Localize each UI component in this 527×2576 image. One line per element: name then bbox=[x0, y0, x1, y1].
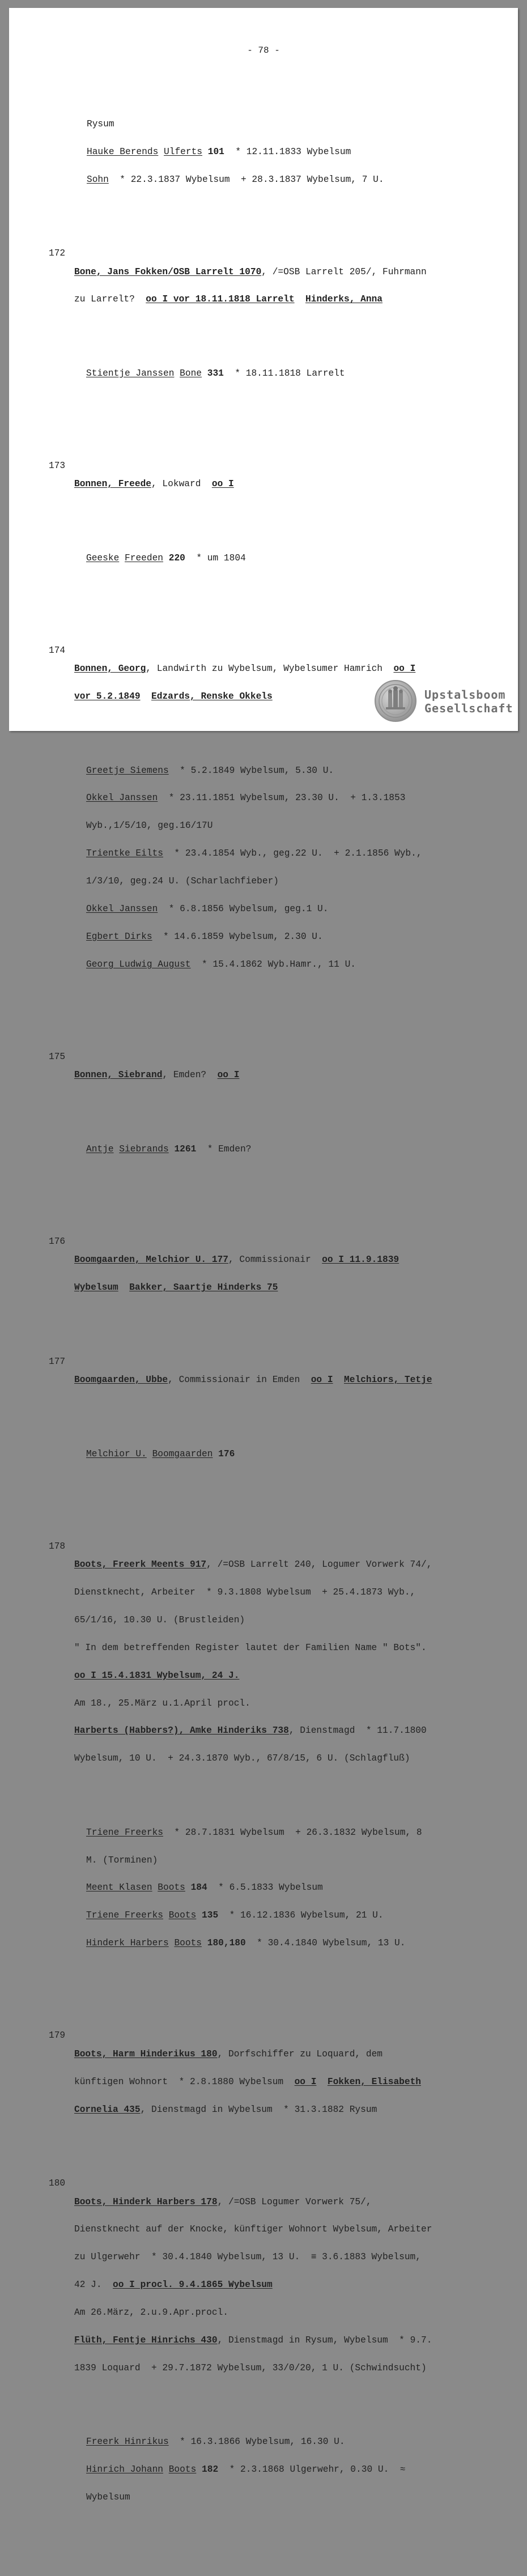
person-details: , /=OSB Larrelt 205/, Fuhrmann bbox=[261, 266, 427, 277]
text-line bbox=[74, 267, 496, 277]
text-line bbox=[74, 2280, 496, 2289]
child-details: * 28.7.1831 Wybelsum + 26.3.1832 Wybelsum, 8 bbox=[163, 1827, 422, 1838]
text-line bbox=[74, 2105, 496, 2114]
entry-number: 175 bbox=[49, 1051, 66, 1062]
child-line bbox=[86, 1449, 496, 1459]
child-name: Triene Freerks bbox=[86, 1827, 163, 1838]
child-ref: 180,180 bbox=[207, 1938, 246, 1949]
child-details: * Emden? bbox=[196, 1144, 252, 1154]
child-surname: Ulferts bbox=[164, 146, 203, 157]
child-name: Freerk Hinrikus bbox=[86, 2437, 169, 2447]
text-line bbox=[74, 1726, 496, 1735]
spouse-name: Harberts (Habbers?), Amke Hinderiks 738 bbox=[74, 1725, 289, 1736]
child-line bbox=[86, 904, 496, 913]
person-name: Boots, Freerk Meents 917 bbox=[74, 1559, 207, 1570]
spouse-name: Hinderks, Anna bbox=[305, 294, 383, 305]
child-details: * 15.4.1862 Wyb.Hamr., 11 U. bbox=[190, 959, 356, 970]
page-number: - 78 - bbox=[247, 45, 280, 56]
marriage-info: oo I 11.9.1839 bbox=[322, 1255, 400, 1265]
text-line bbox=[74, 664, 496, 673]
child-line bbox=[86, 766, 496, 775]
society-logo bbox=[375, 680, 516, 725]
child-line bbox=[86, 793, 496, 802]
document-page bbox=[9, 8, 518, 2503]
child-details: 1/3/10, geg.24 U. (Scharlachfieber) bbox=[86, 876, 279, 887]
child-details: * 6.5.1833 Wybelsum bbox=[207, 1882, 323, 1893]
entry-179 bbox=[49, 2031, 496, 2132]
child-name: Melchior U. bbox=[86, 1448, 147, 1459]
child-line bbox=[86, 932, 496, 941]
child-ref: 220 bbox=[168, 552, 185, 563]
spouse-name: Fokken, Elisabeth bbox=[327, 2076, 422, 2087]
child-line bbox=[86, 877, 496, 886]
person-details: , Dorfschiffer zu Loquard, dem bbox=[217, 2048, 383, 2059]
child-name: Antje bbox=[86, 1144, 114, 1154]
person-details: künftigen Wohnort * 2.8.1880 Wybelsum bbox=[74, 2076, 295, 2087]
child-surname: Boomgaarden bbox=[152, 1448, 213, 1459]
person-name: Boots, Hinderk Harbers 178 bbox=[74, 2196, 218, 2207]
place: Rysum bbox=[87, 118, 114, 129]
person-name: Boots, Harm Hinderikus 180 bbox=[74, 2048, 218, 2059]
child-details: * 23.11.1851 Wybelsum, 23.30 U. + 1.3.1853 bbox=[158, 793, 406, 804]
children-list bbox=[74, 1809, 496, 1966]
child-surname: Boots bbox=[168, 1910, 197, 1921]
continuation-block bbox=[49, 101, 496, 202]
child-name: Greetje Siemens bbox=[86, 765, 169, 776]
person-details: , Commissionair in Emden bbox=[168, 1375, 311, 1385]
entry-body bbox=[74, 461, 496, 600]
entry-178 bbox=[49, 1542, 496, 1985]
person-name: Boomgaarden, Ubbe bbox=[74, 1375, 168, 1385]
person-details: , Emden? bbox=[162, 1070, 218, 1081]
entry-body bbox=[74, 2179, 496, 2539]
logo-line: Upstalsboom bbox=[424, 688, 506, 702]
text-line bbox=[74, 1070, 496, 1079]
text-line: Dienstknecht, Arbeiter * 9.3.1808 Wybelsum + 25.4.1873 Wyb., bbox=[74, 1587, 416, 1597]
entry-number: 176 bbox=[49, 1236, 66, 1247]
person-details: , /=OSB Larrelt 240, Logumer Vorwerk 74/, bbox=[206, 1559, 432, 1570]
marriage-info: oo I bbox=[311, 1375, 333, 1385]
spouse-name: Flüth, Fentje Hinrichs 430 bbox=[74, 2335, 218, 2346]
spouse-name: Melchiors, Tetje bbox=[344, 1375, 432, 1385]
entry-body bbox=[74, 1357, 496, 1495]
marriage-info: oo I vor 18.11.1818 Larrelt bbox=[146, 294, 295, 305]
child-details: * 6.8.1856 Wybelsum, geg.1 U. bbox=[158, 904, 329, 915]
child-details: * 12.11.1833 Wybelsum bbox=[224, 146, 351, 157]
child-line bbox=[86, 554, 496, 563]
child-line bbox=[86, 1911, 496, 1920]
spouse-name: Bakker, Saartje Hinderks 75 bbox=[129, 1282, 278, 1293]
entry-number: 174 bbox=[49, 645, 66, 656]
child-name: Geeske bbox=[86, 552, 120, 563]
child-ref: 101 bbox=[207, 146, 224, 157]
text-line: Dienstknecht auf der Knocke, künftiger Wohnort Wybelsum, Arbeiter bbox=[74, 2224, 432, 2235]
text-line bbox=[74, 1671, 496, 1680]
text-line bbox=[74, 1255, 496, 1264]
text-line: " In dem betreffenden Register lautet der Familien Name " Bots". bbox=[74, 1642, 427, 1653]
marriage-info: oo I bbox=[294, 2076, 317, 2087]
text-line bbox=[74, 2197, 496, 2207]
child-name: Okkel Janssen bbox=[86, 793, 158, 804]
spouse-details: , Dienstmagd in Wybelsum * 31.3.1882 Rysum bbox=[140, 2104, 377, 2115]
child-details: * 5.2.1849 Wybelsum, 5.30 U. bbox=[168, 765, 334, 776]
entry-body bbox=[74, 1237, 496, 1311]
entry-177 bbox=[49, 1357, 496, 1495]
person-name: Bonnen, Siebrand bbox=[74, 1070, 163, 1081]
spouse-name: Edzards, Renske Okkels bbox=[151, 691, 273, 702]
person-details: , Landwirth zu Wybelsum, Wybelsumer Hamrich bbox=[146, 664, 394, 674]
child-line bbox=[86, 2465, 496, 2474]
child-ref: 184 bbox=[190, 1882, 207, 1893]
seal-icon bbox=[375, 680, 416, 722]
children-list bbox=[74, 1431, 496, 1477]
marriage-info: oo I procl. 9.4.1865 Wybelsum bbox=[113, 2280, 273, 2290]
text-line bbox=[74, 295, 496, 304]
child-surname: Freeden bbox=[125, 552, 164, 563]
page-content bbox=[49, 64, 496, 2576]
person-details: , Commissionair bbox=[228, 1255, 322, 1265]
spouse-name: Cornelia 435 bbox=[74, 2104, 141, 2115]
child-details: M. (Torminen) bbox=[86, 1855, 158, 1865]
child-surname: Bone bbox=[180, 368, 202, 379]
child-line bbox=[87, 147, 496, 156]
child-ref: 1261 bbox=[174, 1144, 197, 1154]
entry-number: 180 bbox=[49, 2178, 66, 2188]
entry-180 bbox=[49, 2179, 496, 2539]
child-surname: Boots bbox=[168, 2464, 197, 2475]
text-line bbox=[74, 2050, 496, 2059]
child-name: Sohn bbox=[87, 174, 109, 185]
child-details: * 2.3.1868 Ulgerwehr, 0.30 U. ≈ bbox=[218, 2464, 406, 2475]
child-line bbox=[86, 2437, 496, 2446]
child-name: Meent Klasen bbox=[86, 1882, 152, 1893]
children-list bbox=[74, 350, 496, 396]
child-line bbox=[86, 1883, 496, 1892]
marriage-date: vor 5.2.1849 bbox=[74, 691, 141, 702]
child-line bbox=[86, 1939, 496, 1948]
text-line bbox=[74, 2077, 496, 2086]
person-name: Bonnen, Georg bbox=[74, 664, 146, 674]
person-name: Bonnen, Freede bbox=[74, 479, 151, 490]
text-line: zu Ulgerwehr * 30.4.1840 Wybelsum, 13 U. ≡ 3.6.1883 Wybelsum, bbox=[74, 2252, 421, 2263]
child-name: Okkel Janssen bbox=[86, 904, 158, 915]
entry-number: 172 bbox=[49, 248, 66, 258]
marriage-info: oo I bbox=[217, 1070, 240, 1081]
child-name: Stientje Janssen bbox=[86, 368, 175, 379]
children-list bbox=[74, 2419, 496, 2520]
logo-line: Gesellschaft bbox=[424, 702, 513, 715]
entry-175 bbox=[49, 1052, 496, 1191]
text-line: 1839 Loquard + 29.7.1872 Wybelsum, 33/0/20, 1 U. (Schwindsucht) bbox=[74, 2362, 427, 2373]
person-details: , /=OSB Logumer Vorwerk 75/, bbox=[217, 2196, 372, 2207]
text-line: Wybelsum, 10 U. + 24.3.1870 Wyb., 67/8/15, 6 U. (Schlagfluß) bbox=[74, 1753, 410, 1764]
spouse-details: , Dienstmagd * 11.7.1800 bbox=[288, 1725, 427, 1736]
entry-176 bbox=[49, 1237, 496, 1311]
text-line bbox=[87, 120, 496, 129]
entry-body bbox=[74, 1052, 496, 1191]
spouse-details: , Dienstmagd in Rysum, Wybelsum * 9.7. bbox=[217, 2335, 432, 2346]
marriage-info: oo I bbox=[393, 664, 416, 674]
person-name: Bone, Jans Fokken/OSB Larrelt 1070 bbox=[74, 266, 262, 277]
children-list bbox=[74, 747, 496, 988]
child-surname: Boots bbox=[158, 1882, 185, 1893]
child-line bbox=[86, 821, 496, 830]
children-list bbox=[74, 535, 496, 581]
child-ref: 182 bbox=[202, 2464, 219, 2475]
child-line bbox=[86, 1856, 496, 1865]
child-name: Hinderk Harbers bbox=[86, 1938, 169, 1949]
entry-number: 177 bbox=[49, 1356, 66, 1367]
child-details: * 14.6.1859 Wybelsum, 2.30 U. bbox=[152, 931, 323, 942]
child-details: * 16.3.1866 Wybelsum, 16.30 U. bbox=[168, 2437, 345, 2447]
child-line bbox=[86, 369, 496, 378]
entry-body bbox=[74, 2031, 496, 2132]
entry-body bbox=[74, 249, 496, 415]
person-details: , Lokward bbox=[151, 479, 212, 490]
text-line bbox=[74, 2336, 496, 2345]
child-name: Georg Ludwig August bbox=[86, 959, 191, 970]
child-details: Wybelsum bbox=[86, 2492, 130, 2503]
child-details: * 22.3.1837 Wybelsum + 28.3.1837 Wybelsum, 7 U. bbox=[108, 174, 384, 185]
person-name: Boomgaarden, Melchior U. 177 bbox=[74, 1255, 228, 1265]
entry-body bbox=[74, 1542, 496, 1985]
child-name: Egbert Dirks bbox=[86, 931, 152, 942]
text-line bbox=[74, 479, 496, 488]
child-ref: 135 bbox=[202, 1910, 219, 1921]
text-line: Am 18., 25.März u.1.April procl. bbox=[74, 1698, 250, 1708]
marriage-place: Wybelsum bbox=[74, 1282, 118, 1293]
text-line: Am 26.März, 2.u.9.Apr.procl. bbox=[74, 2307, 228, 2318]
text-line: 65/1/16, 10.30 U. (Brustleiden) bbox=[74, 1614, 245, 1625]
child-details: * 18.11.1818 Larrelt bbox=[223, 368, 345, 379]
child-name: Hauke Berends bbox=[87, 146, 159, 157]
entry-number: 178 bbox=[49, 1541, 66, 1551]
marriage-info: oo I bbox=[211, 479, 234, 490]
children-list bbox=[74, 1126, 496, 1172]
marriage-info: oo I 15.4.1831 Wybelsum, 24 J. bbox=[74, 1670, 240, 1681]
text-line bbox=[74, 1283, 496, 1292]
child-line bbox=[86, 1145, 496, 1154]
child-name: Triene Freerks bbox=[86, 1910, 163, 1921]
logo-text bbox=[424, 688, 513, 715]
child-name: Trientke Eilts bbox=[86, 848, 163, 859]
child-details: * 16.12.1836 Wybelsum, 21 U. bbox=[218, 1910, 384, 1921]
child-details: Wyb.,1/5/10, geg.16/17U bbox=[86, 821, 213, 831]
child-surname: Siebrands bbox=[119, 1144, 169, 1154]
text-line bbox=[74, 1560, 496, 1569]
entry-number: 179 bbox=[49, 2030, 66, 2041]
child-surname: Boots bbox=[174, 1938, 202, 1949]
child-details: * 23.4.1854 Wyb., geg.22 U. + 2.1.1856 Wyb., bbox=[163, 848, 422, 859]
child-line bbox=[86, 1828, 496, 1837]
person-details: 42 J. bbox=[74, 2280, 113, 2290]
child-name: Hinrich Johann bbox=[86, 2464, 163, 2475]
text-line bbox=[74, 1375, 496, 1384]
person-details: zu Larrelt? bbox=[74, 294, 146, 305]
entry-173 bbox=[49, 461, 496, 600]
child-details: * um 1804 bbox=[185, 552, 246, 563]
entry-172 bbox=[49, 249, 496, 415]
entry-number: 173 bbox=[49, 460, 66, 471]
child-line bbox=[86, 960, 496, 969]
child-line bbox=[86, 2493, 496, 2502]
child-line bbox=[87, 175, 496, 184]
child-ref: 331 bbox=[207, 368, 224, 379]
child-details: * 30.4.1840 Wybelsum, 13 U. bbox=[245, 1938, 406, 1949]
child-ref: 176 bbox=[218, 1448, 235, 1459]
child-line bbox=[86, 849, 496, 858]
